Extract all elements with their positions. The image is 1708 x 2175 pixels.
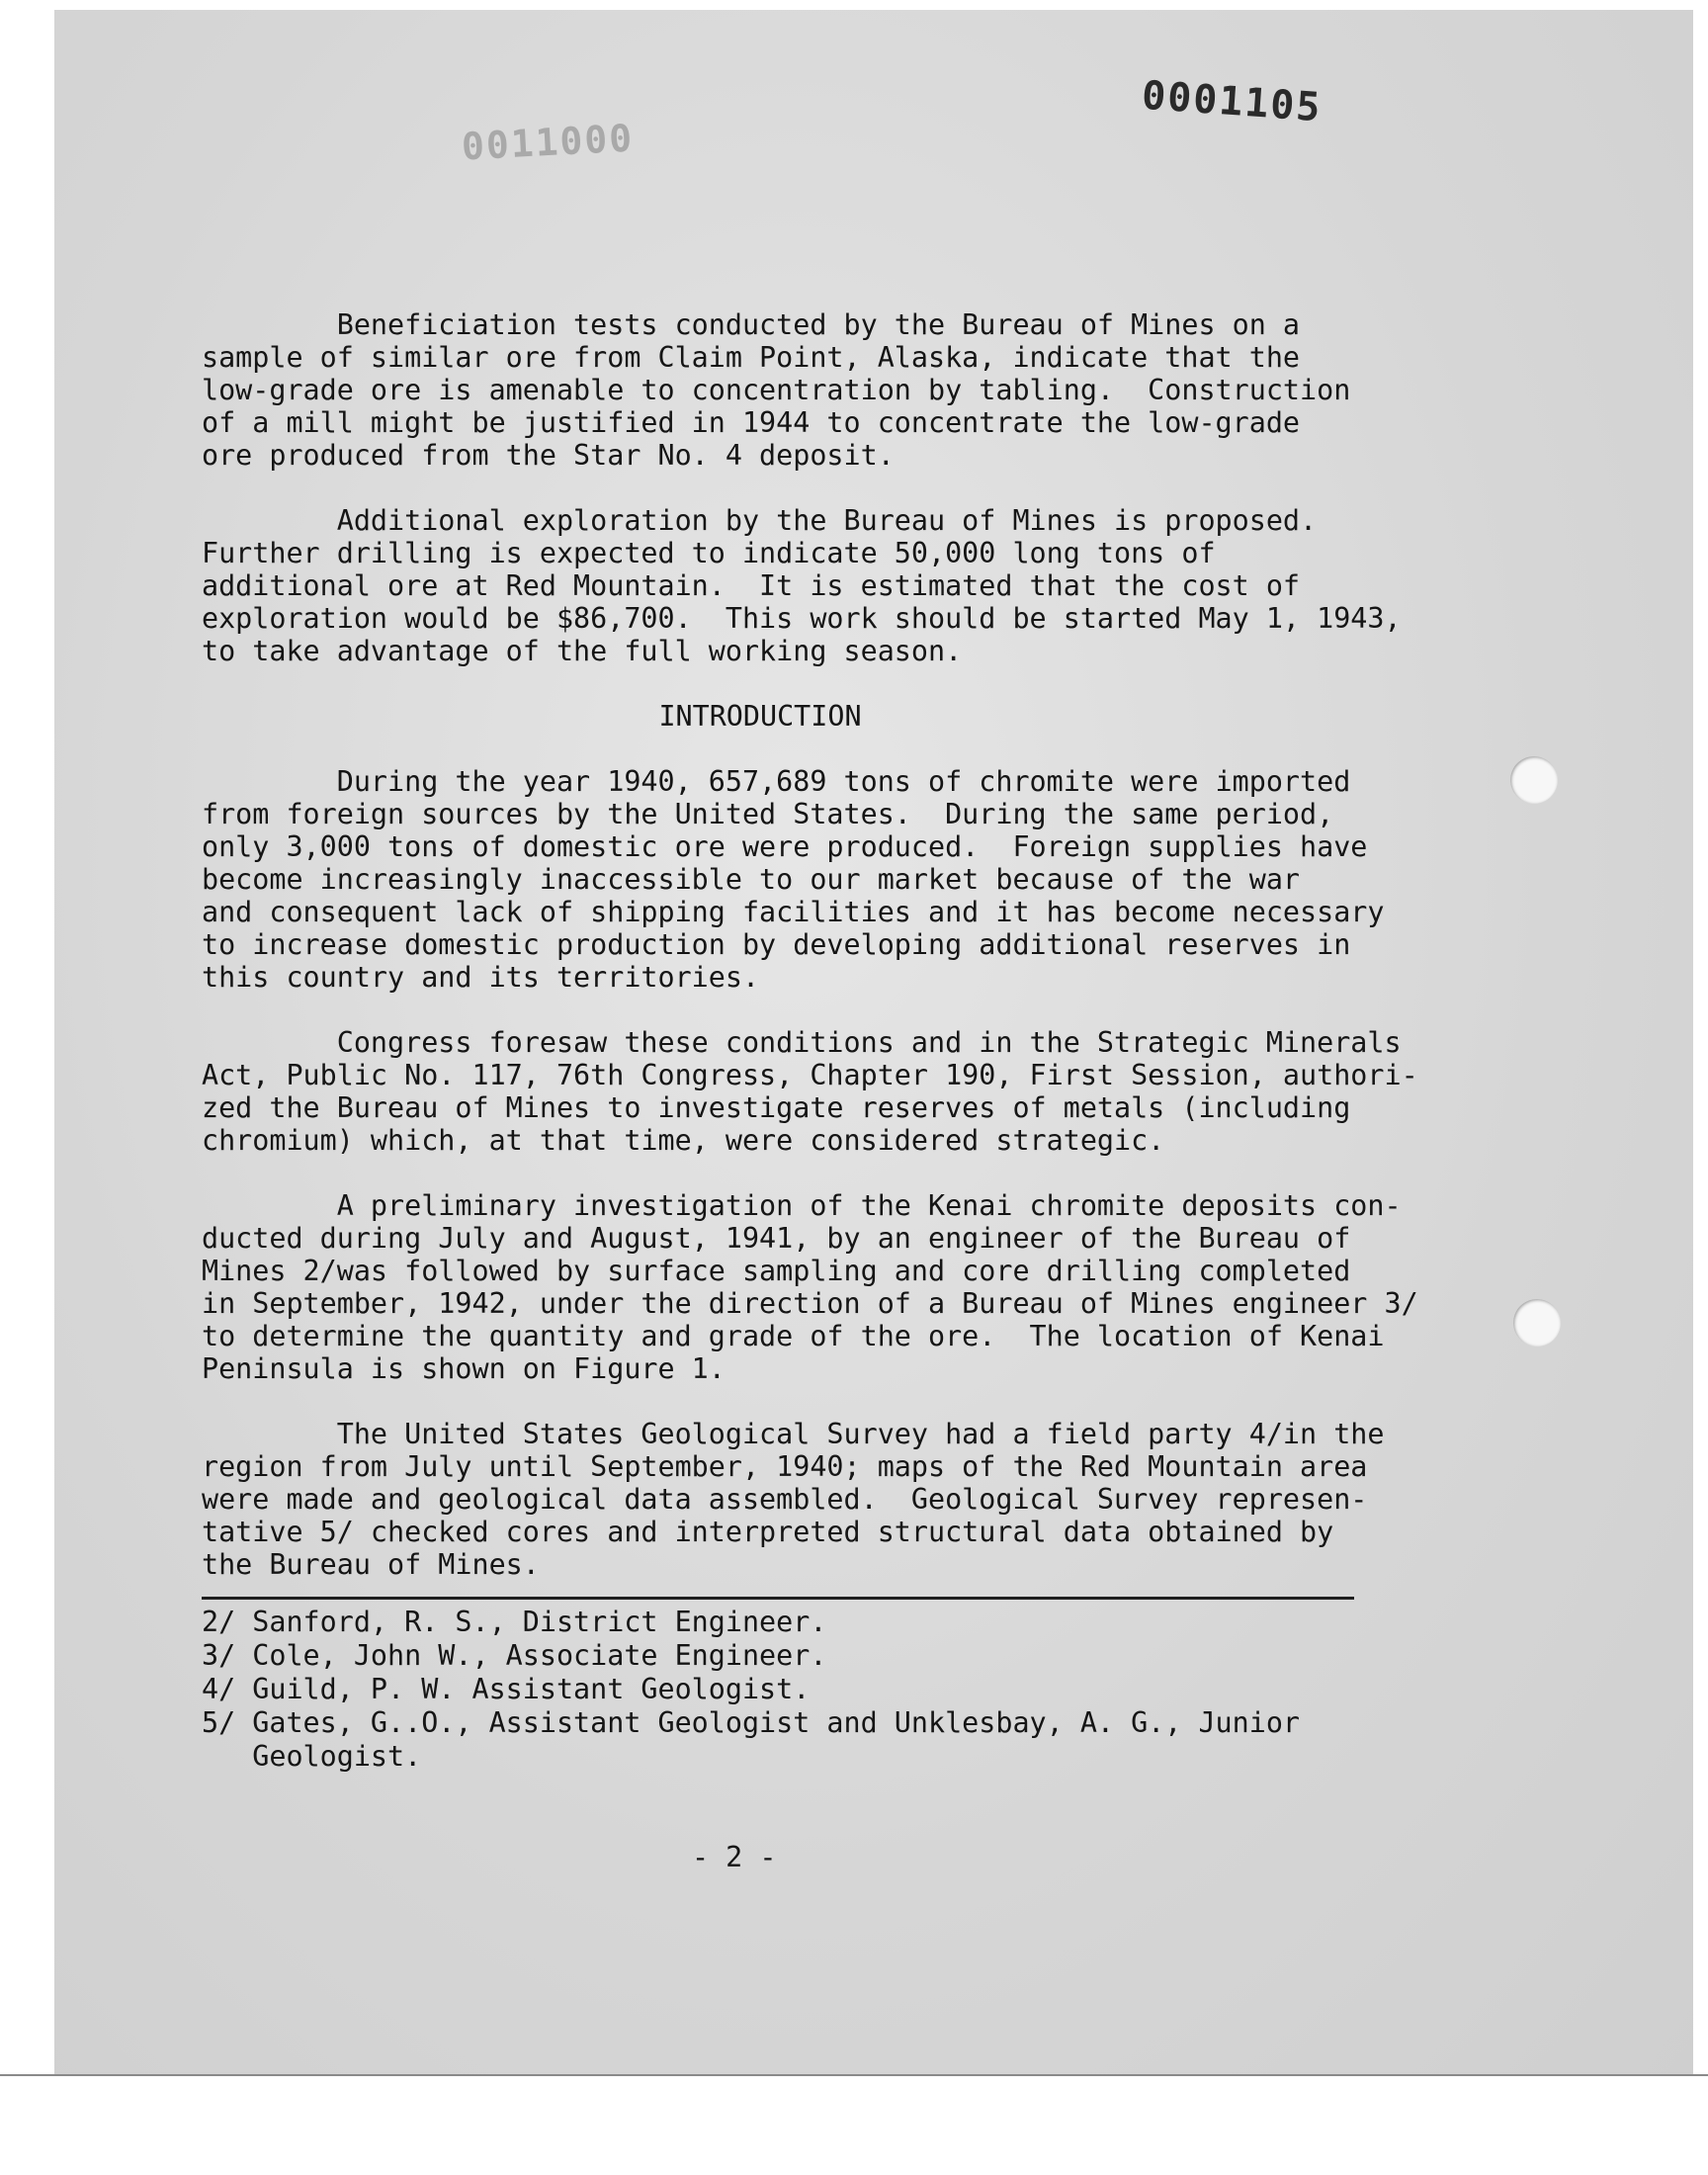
- paragraph-geological-survey: [202, 1418, 1388, 1581]
- text-line: to determine the quantity and grade of the ore. The location of Kenai: [202, 1320, 1385, 1352]
- text-line: Further drilling is expected to indicate 50,000 long tons of: [202, 537, 1216, 569]
- section-heading-introduction: INTRODUCTION: [658, 700, 862, 733]
- text-line: low-grade ore is amenable to concentration by tabling. Construction: [202, 374, 1351, 406]
- footnote: Geologist.: [202, 1740, 422, 1773]
- footnotes: [202, 1606, 1388, 1774]
- text-line: Act, Public No. 117, 76th Congress, Chapter 190, First Session, authori-: [202, 1059, 1418, 1091]
- text-line: ducted during July and August, 1941, by an engineer of the Bureau of: [202, 1222, 1351, 1255]
- text-line: from foreign sources by the United States. During the same period,: [202, 798, 1334, 830]
- text-line: become increasingly inaccessible to our market because of the war: [202, 863, 1301, 896]
- text-line: in September, 1942, under the direction of a Bureau of Mines engineer 3/: [202, 1287, 1418, 1320]
- paragraph-beneficiation: [202, 308, 1388, 472]
- document-number-stamp: 0001105: [1140, 72, 1324, 131]
- faint-document-number-stamp: 0011000: [460, 116, 636, 169]
- footnote: 3/ Cole, John W., Associate Engineer.: [202, 1639, 827, 1672]
- footnote: 4/ Guild, P. W. Assistant Geologist.: [202, 1673, 811, 1705]
- document-body: [202, 308, 1418, 1774]
- page-number: - 2 -: [692, 1841, 777, 1873]
- text-line: chromium) which, at that time, were considered strategic.: [202, 1124, 1165, 1157]
- text-line: additional ore at Red Mountain. It is estimated that the cost of: [202, 569, 1301, 602]
- footnote-divider: [202, 1597, 1354, 1600]
- text-line: Mines 2/was followed by surface sampling and core drilling completed: [202, 1255, 1351, 1287]
- text-line: the Bureau of Mines.: [202, 1548, 540, 1581]
- text-line: Congress foresaw these conditions and in the Strategic Minerals: [202, 1026, 1402, 1059]
- paragraph-strategic-minerals-act: [202, 1026, 1418, 1157]
- footnote: 2/ Sanford, R. S., District Engineer.: [202, 1606, 827, 1638]
- text-line: and consequent lack of shipping facilities and it has become necessary: [202, 896, 1385, 928]
- text-line: to increase domestic production by developing additional reserves in: [202, 928, 1351, 961]
- paragraph-imports-1940: [202, 765, 1388, 994]
- text-line: exploration would be $86,700. This work should be started May 1, 1943,: [202, 602, 1402, 635]
- paragraph-additional-exploration: [202, 504, 1402, 667]
- text-line: During the year 1940, 657,689 tons of chromite were imported: [202, 765, 1351, 798]
- text-line: were made and geological data assembled. Geological Survey represen-: [202, 1483, 1368, 1516]
- text-line: Beneficiation tests conducted by the Bureau of Mines on a: [202, 308, 1301, 341]
- punch-hole-lower: [1513, 1299, 1561, 1347]
- paragraph-preliminary-investigation: [202, 1189, 1418, 1385]
- page-bottom-edge: [0, 2074, 1708, 2076]
- text-line: only 3,000 tons of domestic ore were produced. Foreign supplies have: [202, 830, 1368, 863]
- text-line: to take advantage of the full working season.: [202, 635, 963, 667]
- text-line: ore produced from the Star No. 4 deposit.: [202, 439, 895, 472]
- text-line: region from July until September, 1940; maps of the Red Mountain area: [202, 1450, 1368, 1483]
- text-line: zed the Bureau of Mines to investigate reserves of metals (including: [202, 1091, 1351, 1124]
- text-line: of a mill might be justified in 1944 to concentrate the low-grade: [202, 406, 1301, 439]
- text-line: tative 5/ checked cores and interpreted structural data obtained by: [202, 1516, 1334, 1548]
- text-line: sample of similar ore from Claim Point, Alaska, indicate that the: [202, 341, 1301, 374]
- text-line: Peninsula is shown on Figure 1.: [202, 1352, 726, 1385]
- text-line: The United States Geological Survey had a field party 4/in the: [202, 1418, 1385, 1450]
- text-line: A preliminary investigation of the Kenai chromite deposits con-: [202, 1189, 1402, 1222]
- text-line: this country and its territories.: [202, 961, 760, 994]
- text-line: Additional exploration by the Bureau of Mines is proposed.: [202, 504, 1318, 537]
- footnote: 5/ Gates, G..O., Assistant Geologist and Unklesbay, A. G., Junior: [202, 1706, 1301, 1739]
- punch-hole-upper: [1510, 756, 1558, 804]
